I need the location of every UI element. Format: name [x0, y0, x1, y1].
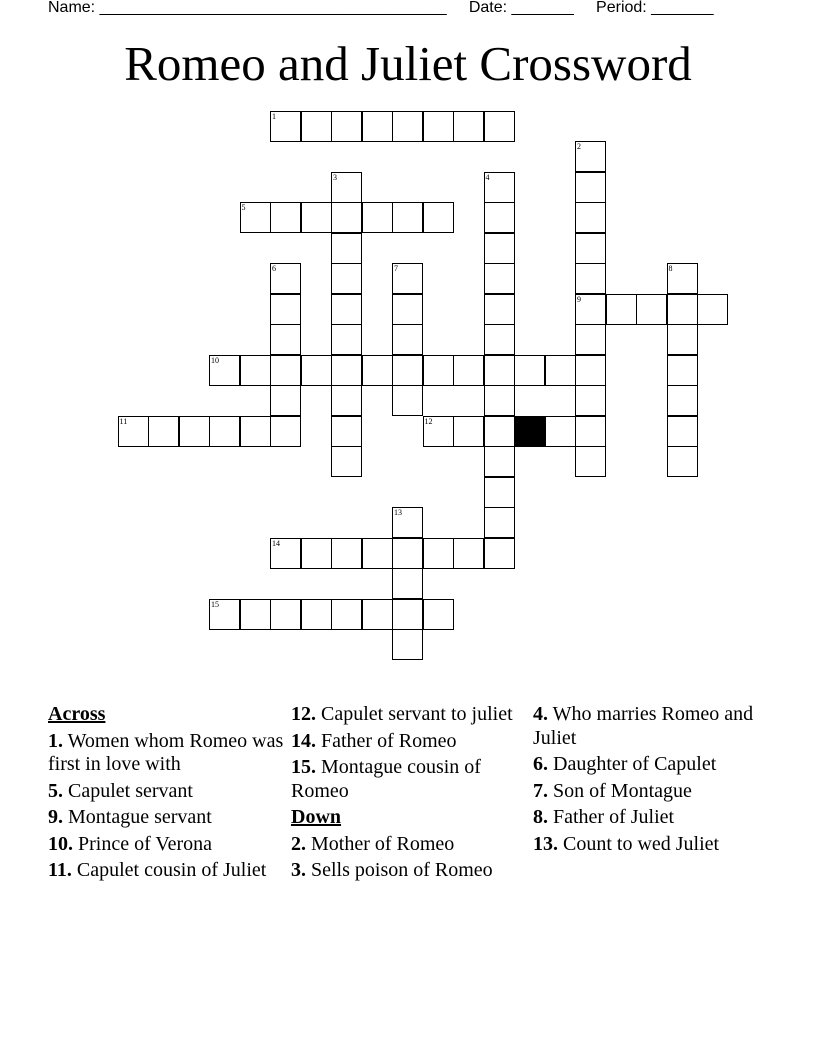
- grid-cell[interactable]: [331, 416, 362, 447]
- grid-cell[interactable]: [362, 111, 393, 142]
- clue-text: Montague cousin of Romeo: [291, 756, 481, 802]
- grid-cell[interactable]: [392, 263, 423, 294]
- grid-cell[interactable]: [209, 355, 240, 386]
- grid-cell[interactable]: [514, 355, 545, 386]
- grid-cell[interactable]: [575, 355, 606, 386]
- grid-cell[interactable]: [667, 446, 698, 477]
- clue-across-11: [48, 859, 284, 883]
- grid-cell[interactable]: [331, 599, 362, 630]
- clue-text: Who marries Romeo and Juliet: [533, 703, 754, 749]
- grid-cell[interactable]: [118, 416, 149, 447]
- grid-cell[interactable]: [575, 202, 606, 233]
- clue-text: Montague servant: [68, 806, 212, 828]
- cell-number: 4: [485, 172, 490, 182]
- clue-number: 7.: [533, 779, 548, 802]
- grid-cell[interactable]: [545, 416, 576, 447]
- clue-across-10: [48, 833, 284, 857]
- grid-cell[interactable]: [301, 202, 332, 233]
- clue-number: 2.: [291, 832, 306, 855]
- grid-cell[interactable]: [667, 263, 698, 294]
- cell-number: 7: [394, 264, 398, 273]
- grid-cell[interactable]: [331, 111, 362, 142]
- down-heading: Down: [291, 806, 342, 828]
- grid-cell[interactable]: [270, 324, 301, 355]
- grid-cell[interactable]: [362, 599, 393, 630]
- clue-number: 10.: [48, 832, 73, 855]
- grid-cell[interactable]: [362, 355, 393, 386]
- clue-number: 6.: [533, 753, 548, 775]
- grid-cell[interactable]: [575, 385, 606, 416]
- cell-number: 2: [577, 142, 581, 151]
- clue-number: 11.: [48, 859, 72, 881]
- grid-cell[interactable]: [331, 172, 362, 203]
- clue-down-2: [291, 833, 527, 857]
- clue-text: Count to wed Juliet: [563, 832, 720, 855]
- grid-cell[interactable]: [484, 233, 515, 264]
- grid-cell[interactable]: [423, 599, 454, 630]
- grid-cell[interactable]: [301, 538, 332, 569]
- grid-cell[interactable]: [209, 599, 240, 630]
- grid-cell[interactable]: [484, 355, 515, 386]
- clue-down-4: [533, 703, 769, 750]
- grid-cell[interactable]: [575, 446, 606, 477]
- grid-cell[interactable]: [209, 416, 240, 447]
- grid-cell[interactable]: [148, 416, 179, 447]
- grid-cell[interactable]: [270, 599, 301, 630]
- cell-number: 13: [394, 508, 402, 517]
- grid-cell[interactable]: [484, 477, 515, 508]
- clue-across-12: [291, 703, 527, 727]
- grid-cell[interactable]: [392, 507, 423, 538]
- clue-across-14: [291, 730, 527, 754]
- grid-cell[interactable]: [484, 111, 515, 142]
- grid-cell[interactable]: [484, 294, 515, 325]
- grid-cell[interactable]: [240, 355, 271, 386]
- grid-cell[interactable]: [392, 324, 423, 355]
- grid-cell[interactable]: [423, 416, 454, 447]
- cell-number: 8: [668, 264, 673, 273]
- grid-cell[interactable]: [423, 111, 454, 142]
- grid-cell[interactable]: [667, 355, 698, 386]
- clue-text: Capulet servant to juliet: [321, 703, 513, 725]
- grid-cell[interactable]: [270, 202, 301, 233]
- grid-cell[interactable]: [392, 629, 423, 660]
- grid-cell[interactable]: [331, 355, 362, 386]
- grid-cell[interactable]: [575, 263, 606, 294]
- clue-text: Capulet cousin of Juliet: [76, 859, 267, 881]
- grid-cell[interactable]: [331, 446, 362, 477]
- cell-number: 3: [333, 172, 337, 182]
- clue-text: Son of Montague: [553, 779, 692, 802]
- clue-number: 12.: [291, 703, 316, 725]
- grid-cell[interactable]: [575, 324, 606, 355]
- grid-cell[interactable]: [270, 355, 301, 386]
- cell-number: 9: [577, 294, 581, 304]
- clue-text: Prince of Verona: [78, 832, 213, 855]
- clue-down-7: [533, 780, 769, 804]
- clue-number: 9.: [48, 806, 63, 828]
- grid-cell[interactable]: [392, 355, 423, 386]
- grid-cell[interactable]: [270, 385, 301, 416]
- grid-cell[interactable]: [331, 202, 362, 233]
- grid-cell[interactable]: [240, 416, 271, 447]
- grid-cell[interactable]: [484, 538, 515, 569]
- grid-cell[interactable]: [331, 233, 362, 264]
- cell-number: 1: [272, 111, 276, 121]
- clue-text: Mother of Romeo: [311, 832, 455, 855]
- across-heading: Across: [48, 703, 106, 725]
- grid-cell[interactable]: [484, 172, 515, 203]
- grid-cell[interactable]: [392, 538, 423, 569]
- grid-cell[interactable]: [484, 202, 515, 233]
- grid-cell[interactable]: [484, 263, 515, 294]
- clue-down-6: [533, 753, 769, 777]
- grid-cell[interactable]: [270, 416, 301, 447]
- grid-cell[interactable]: [453, 538, 484, 569]
- clue-number: 4.: [533, 703, 548, 725]
- clue-text: Father of Romeo: [321, 729, 457, 752]
- clue-number: 14.: [291, 729, 316, 752]
- grid-cell[interactable]: [453, 355, 484, 386]
- grid-cell[interactable]: [270, 538, 301, 569]
- clue-text: Daughter of Capulet: [553, 753, 717, 775]
- grid-cell[interactable]: [362, 538, 393, 569]
- grid-cell[interactable]: [331, 385, 362, 416]
- clue-number: 15.: [291, 756, 316, 778]
- grid-cell[interactable]: [362, 202, 393, 233]
- grid-cell[interactable]: [423, 538, 454, 569]
- black-square: [514, 416, 545, 447]
- cell-number: 14: [272, 538, 280, 548]
- grid-cell[interactable]: [697, 294, 728, 325]
- clue-text: Sells poison of Romeo: [311, 859, 493, 881]
- grid-cell[interactable]: [484, 324, 515, 355]
- grid-cell[interactable]: [423, 202, 454, 233]
- grid-cell[interactable]: [667, 324, 698, 355]
- grid-cell[interactable]: [392, 599, 423, 630]
- grid-cell[interactable]: [392, 385, 423, 416]
- grid-cell[interactable]: [392, 202, 423, 233]
- grid-cell[interactable]: [331, 263, 362, 294]
- clue-text: Women whom Romeo was first in love with: [48, 729, 284, 775]
- grid-cell[interactable]: [240, 599, 271, 630]
- grid-cell[interactable]: [331, 294, 362, 325]
- clue-number: 5.: [48, 779, 63, 802]
- clue-down-8: [533, 806, 769, 830]
- grid-cell[interactable]: [453, 111, 484, 142]
- grid-cell[interactable]: [270, 294, 301, 325]
- grid-cell[interactable]: [667, 416, 698, 447]
- grid-cell[interactable]: [453, 416, 484, 447]
- grid-cell[interactable]: [575, 172, 606, 203]
- clue-number: 3.: [291, 859, 306, 881]
- clue-text: Capulet servant: [68, 779, 193, 802]
- grid-cell[interactable]: [270, 111, 301, 142]
- clue-text: Father of Juliet: [553, 806, 675, 828]
- clue-across-5: [48, 780, 284, 804]
- cell-number: 5: [241, 203, 246, 212]
- grid-cell[interactable]: [331, 324, 362, 355]
- cell-number: 15: [211, 599, 219, 609]
- clue-across-15: [291, 756, 527, 803]
- clue-across-9: [48, 806, 284, 830]
- clue-down-3: [291, 859, 527, 883]
- grid-cell[interactable]: [301, 599, 332, 630]
- grid-cell[interactable]: [301, 355, 332, 386]
- clue-column-3: [533, 703, 769, 859]
- grid-cell[interactable]: [392, 568, 423, 599]
- cell-number: 6: [272, 264, 276, 273]
- grid-cell[interactable]: [575, 233, 606, 264]
- grid-cell[interactable]: [606, 294, 637, 325]
- grid-cell[interactable]: [667, 385, 698, 416]
- cell-number: 11: [119, 416, 128, 426]
- grid-cell[interactable]: [392, 294, 423, 325]
- grid-cell[interactable]: [636, 294, 667, 325]
- clue-column-1: [48, 703, 284, 886]
- grid-cell[interactable]: [575, 141, 606, 172]
- clue-across-1: [48, 730, 284, 777]
- grid-cell[interactable]: [301, 111, 332, 142]
- grid-cell[interactable]: [484, 416, 515, 447]
- clue-column-2: [291, 703, 527, 886]
- grid-cell[interactable]: [423, 355, 454, 386]
- grid-cell[interactable]: [331, 538, 362, 569]
- grid-cell[interactable]: [179, 416, 210, 447]
- grid-cell[interactable]: [575, 416, 606, 447]
- clue-number: 13.: [533, 832, 558, 855]
- page-title: Romeo and Juliet Crossword: [124, 36, 692, 91]
- cell-number: 12: [424, 416, 433, 426]
- grid-cell[interactable]: [545, 355, 576, 386]
- clue-number: 8.: [533, 806, 548, 828]
- grid-cell[interactable]: [392, 111, 423, 142]
- cell-number: 10: [211, 355, 219, 365]
- grid-cell[interactable]: [575, 294, 606, 325]
- header-name-date-period: Name: _______________________________________ Date: _______ Period: _______: [48, 0, 714, 16]
- grid-cell[interactable]: [484, 446, 515, 477]
- grid-cell[interactable]: [667, 294, 698, 325]
- grid-cell[interactable]: [484, 507, 515, 538]
- grid-cell[interactable]: [240, 202, 271, 233]
- grid-cell[interactable]: [270, 263, 301, 294]
- grid-cell[interactable]: [484, 385, 515, 416]
- clue-down-13: [533, 833, 769, 857]
- clue-number: 1.: [48, 729, 63, 752]
